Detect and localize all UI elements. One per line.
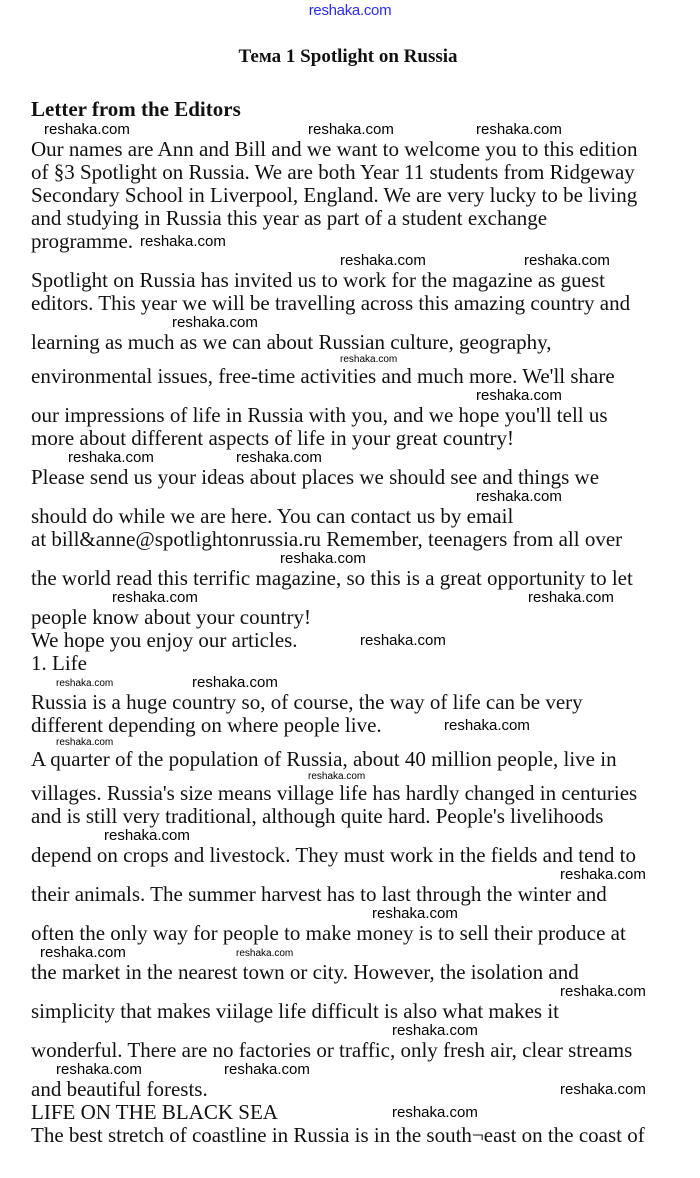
text-line: the market in the nearest town or city. However, the isolation and bbox=[31, 960, 579, 984]
text-line: environmental issues, free-time activities and much more. We'll share bbox=[31, 364, 615, 388]
section-heading: Letter from the Editors bbox=[31, 97, 241, 121]
watermark-text: reshaka.com bbox=[68, 449, 154, 466]
text-line: editors. This year we will be travelling across this amazing country and bbox=[31, 291, 631, 315]
watermark-text: reshaka.com bbox=[392, 1104, 478, 1121]
text-line: A quarter of the population of Russia, about 40 million people, live in bbox=[31, 747, 617, 771]
watermark-text: reshaka.com bbox=[444, 717, 530, 734]
watermark-text: reshaka.com bbox=[56, 678, 114, 689]
watermark-text: reshaka.com bbox=[340, 354, 398, 365]
watermark-text: reshaka.com bbox=[104, 827, 190, 844]
text-line: We hope you enjoy our articles. bbox=[31, 628, 298, 652]
text-line: their animals. The summer harvest has to last through the winter and bbox=[31, 882, 607, 906]
text-line: and is still very traditional, although quite hard. People's livelihoods bbox=[31, 804, 604, 828]
text-line: Spotlight on Russia has invited us to work for the magazine as guest bbox=[31, 268, 605, 292]
watermark-text: reshaka.com bbox=[236, 948, 294, 959]
watermark-text: reshaka.com bbox=[528, 589, 614, 606]
section-heading: LIFE ON THE BLACK SEA bbox=[31, 1100, 278, 1124]
section-heading: 1. Life bbox=[31, 651, 87, 675]
watermark-text: reshaka.com bbox=[40, 944, 126, 961]
page-title: Тема 1 Spotlight on Russia bbox=[238, 46, 458, 67]
text-line: Our names are Ann and Bill and we want to welcome you to this edition bbox=[31, 137, 638, 161]
text-line: should do while we are here. You can contact us by email bbox=[31, 504, 514, 528]
text-line: learning as much as we can about Russian culture, geography, bbox=[31, 330, 552, 354]
watermark-text: reshaka.com bbox=[112, 589, 198, 606]
text-line: Russia is a huge country so, of course, the way of life can be very bbox=[31, 690, 583, 714]
watermark-text: reshaka.com bbox=[560, 1081, 646, 1098]
watermark-text: reshaka.com bbox=[476, 488, 562, 505]
watermark-text: reshaka.com bbox=[308, 771, 366, 782]
text-line: wonderful. There are no factories or traffic, only fresh air, clear streams bbox=[31, 1038, 633, 1062]
watermark-text: reshaka.com bbox=[308, 121, 394, 138]
watermark-text: reshaka.com bbox=[360, 632, 446, 649]
watermark-text: reshaka.com bbox=[280, 550, 366, 567]
watermark-text: reshaka.com bbox=[476, 121, 562, 138]
watermark-text: reshaka.com bbox=[236, 449, 322, 466]
text-line: often the only way for people to make money is to sell their produce at bbox=[31, 921, 626, 945]
text-line: villages. Russia's size means village life has hardly changed in centuries bbox=[31, 781, 638, 805]
watermark-text: reshaka.com bbox=[56, 737, 114, 748]
watermark-text: reshaka.com bbox=[560, 983, 646, 1000]
text-line: more about different aspects of life in your great country! bbox=[31, 426, 515, 450]
watermark-text: reshaka.com bbox=[224, 1061, 310, 1078]
watermark-text: reshaka.com bbox=[172, 314, 258, 331]
watermark-text: reshaka.com bbox=[56, 1061, 142, 1078]
watermark-text: reshaka.com bbox=[392, 1022, 478, 1039]
text-line: our impressions of life in Russia with you, and we hope you'll tell us bbox=[31, 403, 608, 427]
watermark-text: reshaka.com bbox=[140, 233, 226, 250]
text-line: depend on crops and livestock. They must work in the fields and tend to bbox=[31, 843, 636, 867]
text-line: simplicity that makes viilage life difficult is also what makes it bbox=[31, 999, 560, 1023]
text-line: and studying in Russia this year as part of a student exchange bbox=[31, 206, 548, 230]
text-line: programme. bbox=[31, 229, 134, 253]
text-line: Secondary School in Liverpool, England. We are very lucky to be living bbox=[31, 183, 638, 207]
text-line: and beautiful forests. bbox=[31, 1077, 208, 1101]
text-line: people know about your country! bbox=[31, 605, 311, 629]
watermark-text: reshaka.com bbox=[560, 866, 646, 883]
text-line: Please send us your ideas about places we should see and things we bbox=[31, 465, 600, 489]
watermark-text: reshaka.com bbox=[372, 905, 458, 922]
text-line: the world read this terrific magazine, so this is a great opportunity to let bbox=[31, 566, 633, 590]
text-line: of §3 Spotlight on Russia. We are both Year 11 students from Ridgeway bbox=[31, 160, 635, 184]
watermark-text: reshaka.com bbox=[340, 252, 426, 269]
watermark-text: reshaka.com bbox=[192, 674, 278, 691]
site-watermark-link[interactable]: reshaka.com bbox=[308, 2, 392, 19]
watermark-text: reshaka.com bbox=[44, 121, 130, 138]
watermark-text: reshaka.com bbox=[476, 387, 562, 404]
text-line: different depending on where people live. bbox=[31, 713, 382, 737]
text-line: The best stretch of coastline in Russia is in the south¬east on the coast of bbox=[31, 1123, 645, 1147]
watermark-text: reshaka.com bbox=[524, 252, 610, 269]
text-line: at bill&anne@spotlightonrussia.ru Remember, teenagers from all over bbox=[31, 527, 623, 551]
